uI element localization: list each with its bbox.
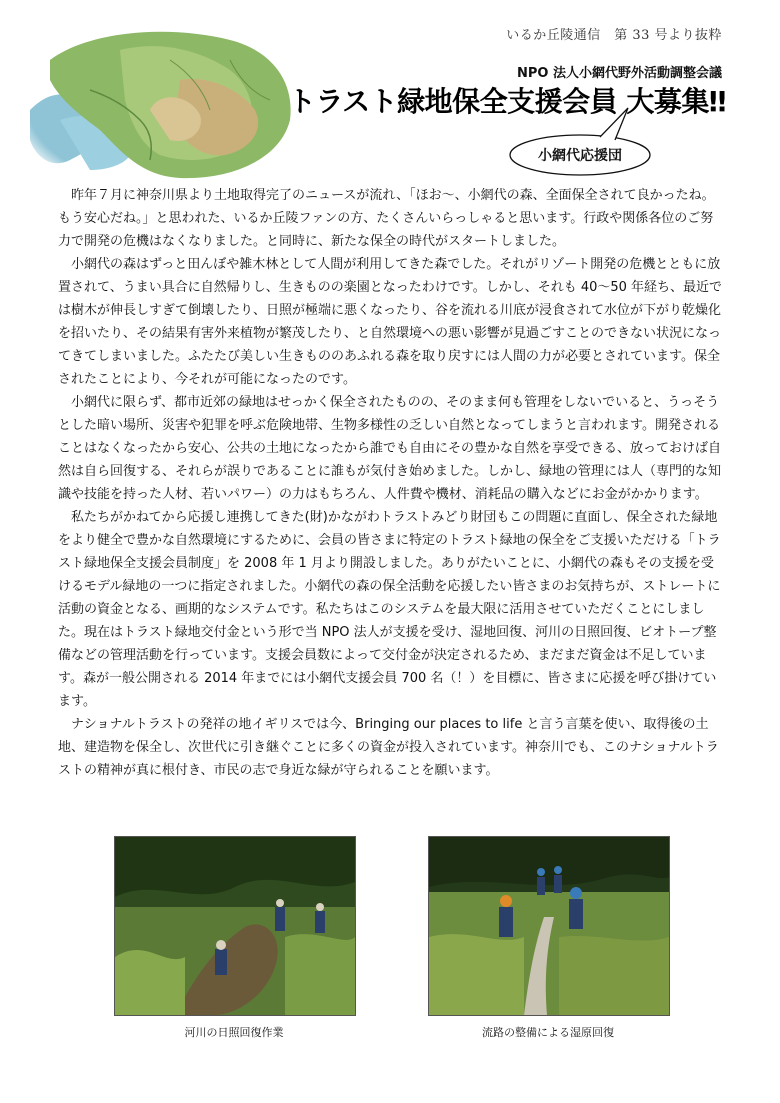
photo-caption-left: 河川の日照回復作業 bbox=[184, 1026, 284, 1039]
map-illustration bbox=[30, 20, 300, 185]
source-line: いるか丘陵通信 第 33 号より抜粋 bbox=[506, 28, 722, 43]
wetland-restoration-photo bbox=[428, 836, 670, 1016]
organization-name: NPO 法人小網代野外活動調整会議 bbox=[517, 66, 722, 81]
paragraph: 小網代に限らず、都市近郊の緑地はせっかく保全されたものの、そのまま何も管理をしないでいると、うっそうとした暗い場所、災害や犯罪を呼ぶ危険地帯、生物多様性の乏しい自然となってしまうと言われます。開発されることはなくなったから安心、公共の土地になったから誰でも自由にその豊かな自然を享受できる、放っておけば自然は自ら回復する、それらが誤りであることに誰もが気付き始めました。しかし、緑地の管理には人（専門的な知識や技能を持った人材、若いパワー）の力はもちろん、人件費や機材、消耗品の購入などにお金がかかります。 bbox=[58, 395, 722, 502]
bubble-label: 小網代応援団 bbox=[538, 148, 622, 164]
paragraph: 私たちがかねてから応援し連携してきた(財)かながわトラストみどり財団もこの問題に直面し、保全された緑地をより健全で豊かな自然環境にするために、会員の皆さまに特定のトラスト緑地の保全をご支援いただける「トラスト緑地保全支援会員制度」を 2008 年 1 月より開設しました。ありがたいことに、小網代の森もその支援を受けるモデル緑地の一つに指定されました。小網代の森の保全活動を応援したい皆さまのお気持ちが、ストレートに活動の資金となる、画期的なシステムです。私たちはこのシステムを最大限に活用させていただくことにしました。現在はトラスト緑地交付金という形で当 NPO 法人が支援を受け、湿地回復、河川の日照回復、ビオトープ整備などの管理活動を行っています。支援会員数によって交付金が決定されるため、まだまだ資金は不足しています。森が一般公開される 2014 年までには小網代支援会員 700 名（！）を目標に、皆さまに応援を呼び掛けています。 bbox=[58, 510, 721, 709]
paragraph: 小網代の森はずっと田んぼや雑木林として人間が利用してきた森でした。それがリゾート開発の危機とともに放置されて、うまい具合に自然帰りし、生きものの楽園となったわけです。しかし、それも 40〜50 年経ち、最近では樹木が伸長しすぎて倒壊したり、日照が極端に悪くなったり、谷を流れる川底が浸食されて水位が下がり乾燥化を招いたり、その結果有害外来植物が繁茂したり、と自然環境への悪い影響が見過ごすことのできない状況になってきてしまいました。ふたたび美しい生きもののあふれる森を取り戻すには人間の力が必要とされています。保全されたことにより、今それが可能になったのです。 bbox=[58, 257, 723, 387]
river-work-photo bbox=[114, 836, 356, 1016]
paragraph: ナショナルトラストの発祥の地イギリスでは今、Bringing our places to life と言う言葉を使い、取得後の土地、建造物を保全し、次世代に引き継ぐことに多くの資金が投入されています。神奈川でも、このナショナルトラストの精神が真に根付き、市民の志で身近な緑が守られることを願います。 bbox=[58, 717, 719, 778]
paragraph: 昨年７月に神奈川県より土地取得完了のニュースが流れ、「ほお〜、小網代の森、全面保全されて良かったね。もう安心だね。」と思われた、いるか丘陵ファンの方、たくさんいらっしゃると思います。行政や関係各位のご努力で開発の危機はなくなりました。と同時に、新たな保全の時代がスタートしました。 bbox=[58, 188, 715, 249]
main-title: トラスト緑地保全支援会員 大募集‼ bbox=[288, 85, 726, 118]
speech-bubble bbox=[500, 100, 660, 180]
photo-caption-right: 流路の整備による湿原回復 bbox=[482, 1026, 614, 1039]
article-body bbox=[58, 184, 724, 782]
